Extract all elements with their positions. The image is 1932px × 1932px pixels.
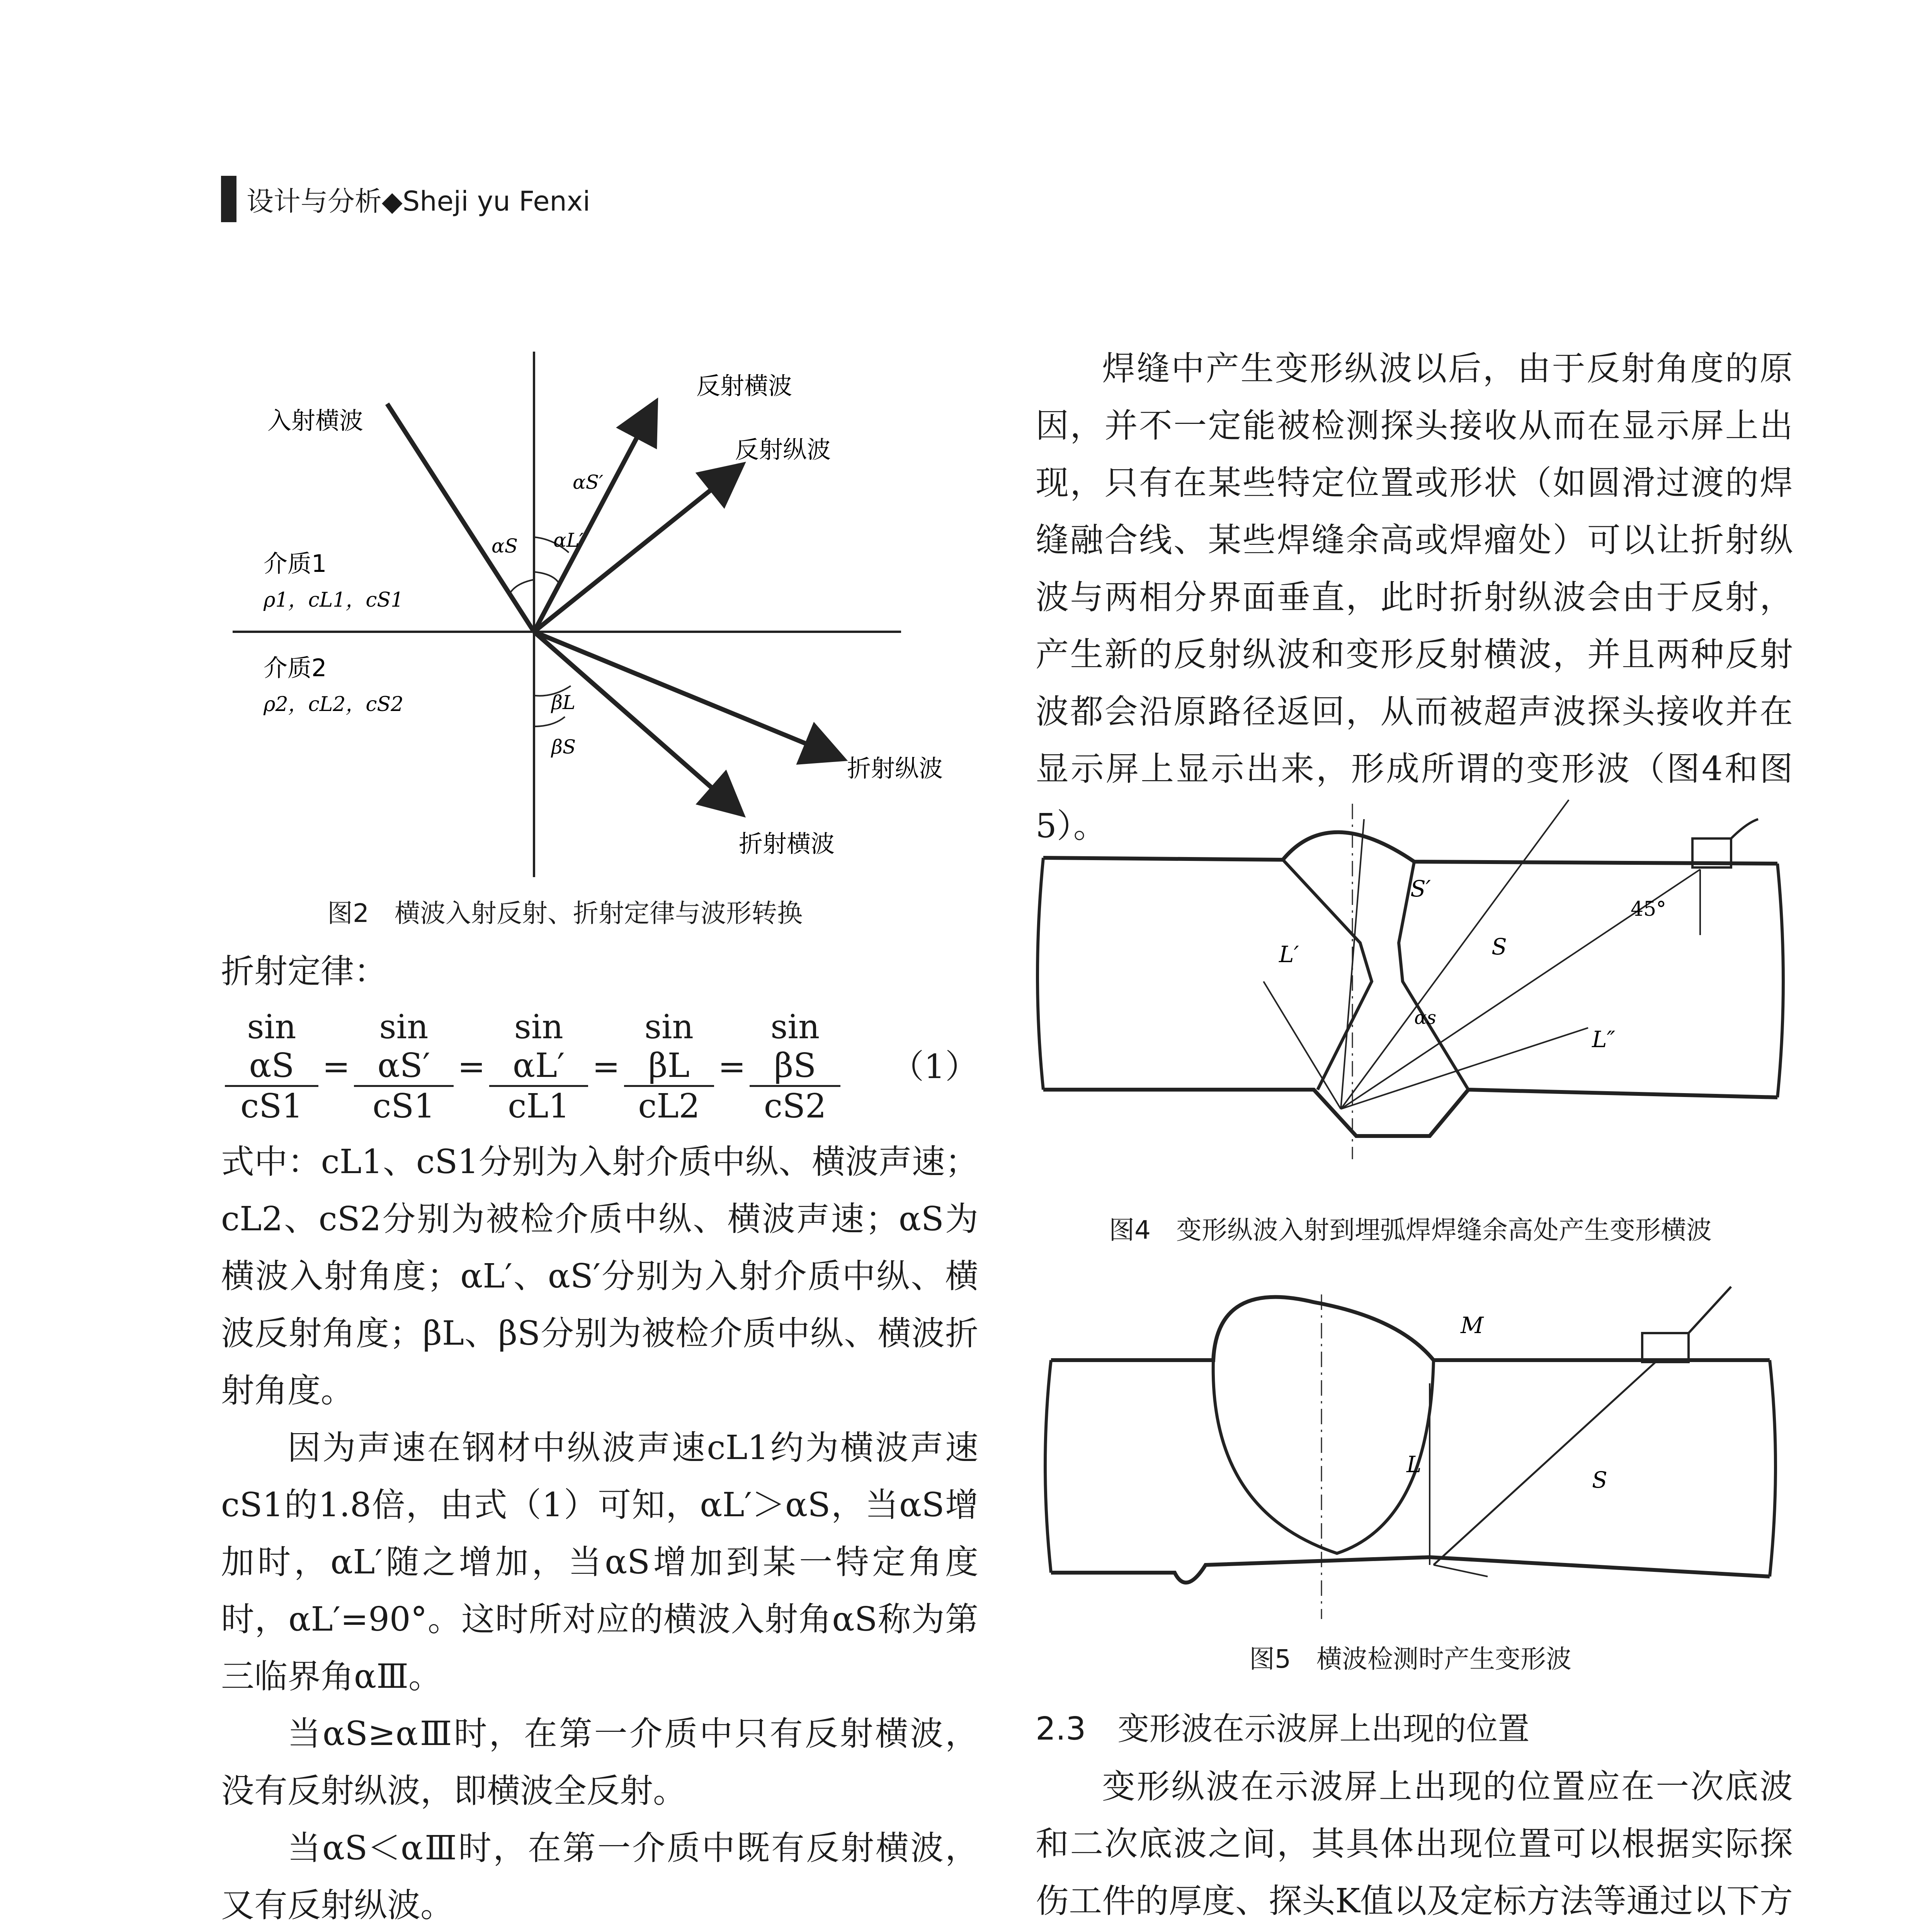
label-alpha-l-prime: αL′: [553, 529, 584, 551]
figure-2: [221, 336, 943, 885]
formula-frac-1: $\frac{\text{sin αS}}{cS1}$: [225, 1008, 318, 1126]
right-column-top: [1036, 340, 1793, 855]
f4-label-as: αs: [1414, 1007, 1437, 1029]
label-medium2-params: ρ2，cL2，cS2: [264, 693, 404, 716]
law-title: 折射定律：: [221, 952, 387, 991]
label-incident: 入射横波: [267, 406, 364, 435]
f5-label-m: M: [1461, 1312, 1484, 1338]
section-2-3-heading: 2.3 变形波在示波屏上出现的位置: [1036, 1711, 1530, 1747]
label-beta-l: βL: [551, 691, 576, 714]
label-refract-l: 折射纵波: [847, 754, 943, 782]
figure-4: [1036, 781, 1785, 1190]
label-medium1-params: ρ1，cL1，cS1: [264, 588, 404, 612]
f4-label-s: S: [1492, 934, 1507, 960]
para-mode-wave-display: 焊缝中产生变形纵波以后，由于反射角度的原因，并不一定能被检测探头接收从而在显示屏上出现，只有在某些特定位置或形状（如圆滑过渡的焊缝融合线、某些焊缝余高或焊瘤处）可以让折射纵波与两相分界面垂直，此时折射纵波会由于反射，产生新的反射纵波和变形反射横波，并且两种反射波都会沿原路径返回，从而被超声波探头接收并在显示屏上显示出来，形成所谓的变形波（图4和图5）。: [1036, 349, 1793, 845]
label-reflect-s: 反射横波: [696, 372, 793, 400]
label-alpha-s-prime: αS′: [573, 471, 604, 493]
formula-frac-5: $\frac{\text{sin βS}}{cS2}$: [750, 1008, 840, 1126]
label-beta-s: βS: [551, 736, 576, 758]
formula-frac-3: $\frac{\text{sin αL′}}{cL1}$: [489, 1008, 588, 1126]
para-both-reflections: 当αS＜αⅢ时，在第一介质中既有反射横波，又有反射纵波。: [221, 1829, 978, 1925]
f4-label-lpp: L″: [1592, 1026, 1616, 1053]
label-reflect-l: 反射纵波: [735, 435, 831, 464]
para-symbols: 式中：cL1、cS1分别为入射介质中纵、横波声速；cL2、cS2分别为被检介质中纵、横波声速；αS为横波入射角度；αL′、αS′分别为入射介质中纵、横波反射角度；βL、βS分别为被检介质中纵、横波折射角度。: [221, 1143, 978, 1410]
figure-5-caption: 图5 横波检测时产生变形波: [1249, 1644, 1571, 1674]
label-refract-s: 折射横波: [739, 830, 835, 858]
header-text: 设计与分析◆Sheji yu Fenxi: [247, 185, 590, 217]
f4-label-sp: S′: [1410, 876, 1431, 902]
para-total-reflection: 当αS≥αⅢ时，在第一介质中只有反射横波，没有反射纵波，即横波全反射。: [221, 1714, 978, 1810]
f4-label-lp: L′: [1279, 941, 1299, 968]
para-third-critical: 因为声速在钢材中纵波声速cL1约为横波声速cS1的1.8倍，由式（1）可知，αL′＞αS，当αS增加时，αL′随之增加，当αS增加到某一特定角度时，αL′=90°。这时所对应的横波入射角αS称为第三临界角αⅢ。: [221, 1429, 978, 1696]
figure-2-caption: 图2 横波入射反射、折射定律与波形转换: [327, 898, 803, 928]
running-header: [221, 176, 590, 222]
label-alpha-s: αS: [492, 535, 518, 557]
refraction-formula: $\frac{\text{sin αS}}{cS1}$ = $\frac{\text{sin αS′}}{cS1}$ = $\frac{\text{sin αL′}}{cL1}$ = $\frac{\text{sin βL}}{cL2}$ = $\frac{\text{sin βS}}{cS2}$ （1）: [221, 1008, 978, 1126]
figure-4-diagram: [1036, 781, 1785, 1190]
f5-label-s: S: [1592, 1467, 1607, 1493]
figure-2-diagram: [221, 336, 943, 885]
f4-label-angle: 45°: [1631, 898, 1667, 921]
figure-4-caption: 图4 变形纵波入射到埋弧焊焊缝余高处产生变形横波: [1109, 1215, 1712, 1245]
formula-number: （1）: [891, 1047, 979, 1086]
right-column-bottom: [1036, 1700, 1793, 1932]
header-bar: [221, 176, 236, 222]
formula-frac-4: $\frac{\text{sin βL}}{cL2}$: [624, 1008, 714, 1126]
figure-5: [1043, 1271, 1793, 1631]
formula-frac-2: $\frac{\text{sin αS′}}{cS1}$: [354, 1008, 454, 1126]
left-column: [221, 943, 978, 1932]
f5-label-l: L: [1406, 1451, 1422, 1478]
label-medium1: 介质1: [264, 549, 327, 578]
label-medium2: 介质2: [264, 654, 327, 682]
figure-5-diagram: [1043, 1271, 1793, 1631]
para-position: 变形纵波在示波屏上出现的位置应在一次底波和二次底波之间，其具体出现位置可以根据实际探伤工件的厚度、探头K值以及定标方法等通过以下方: [1036, 1767, 1793, 1920]
